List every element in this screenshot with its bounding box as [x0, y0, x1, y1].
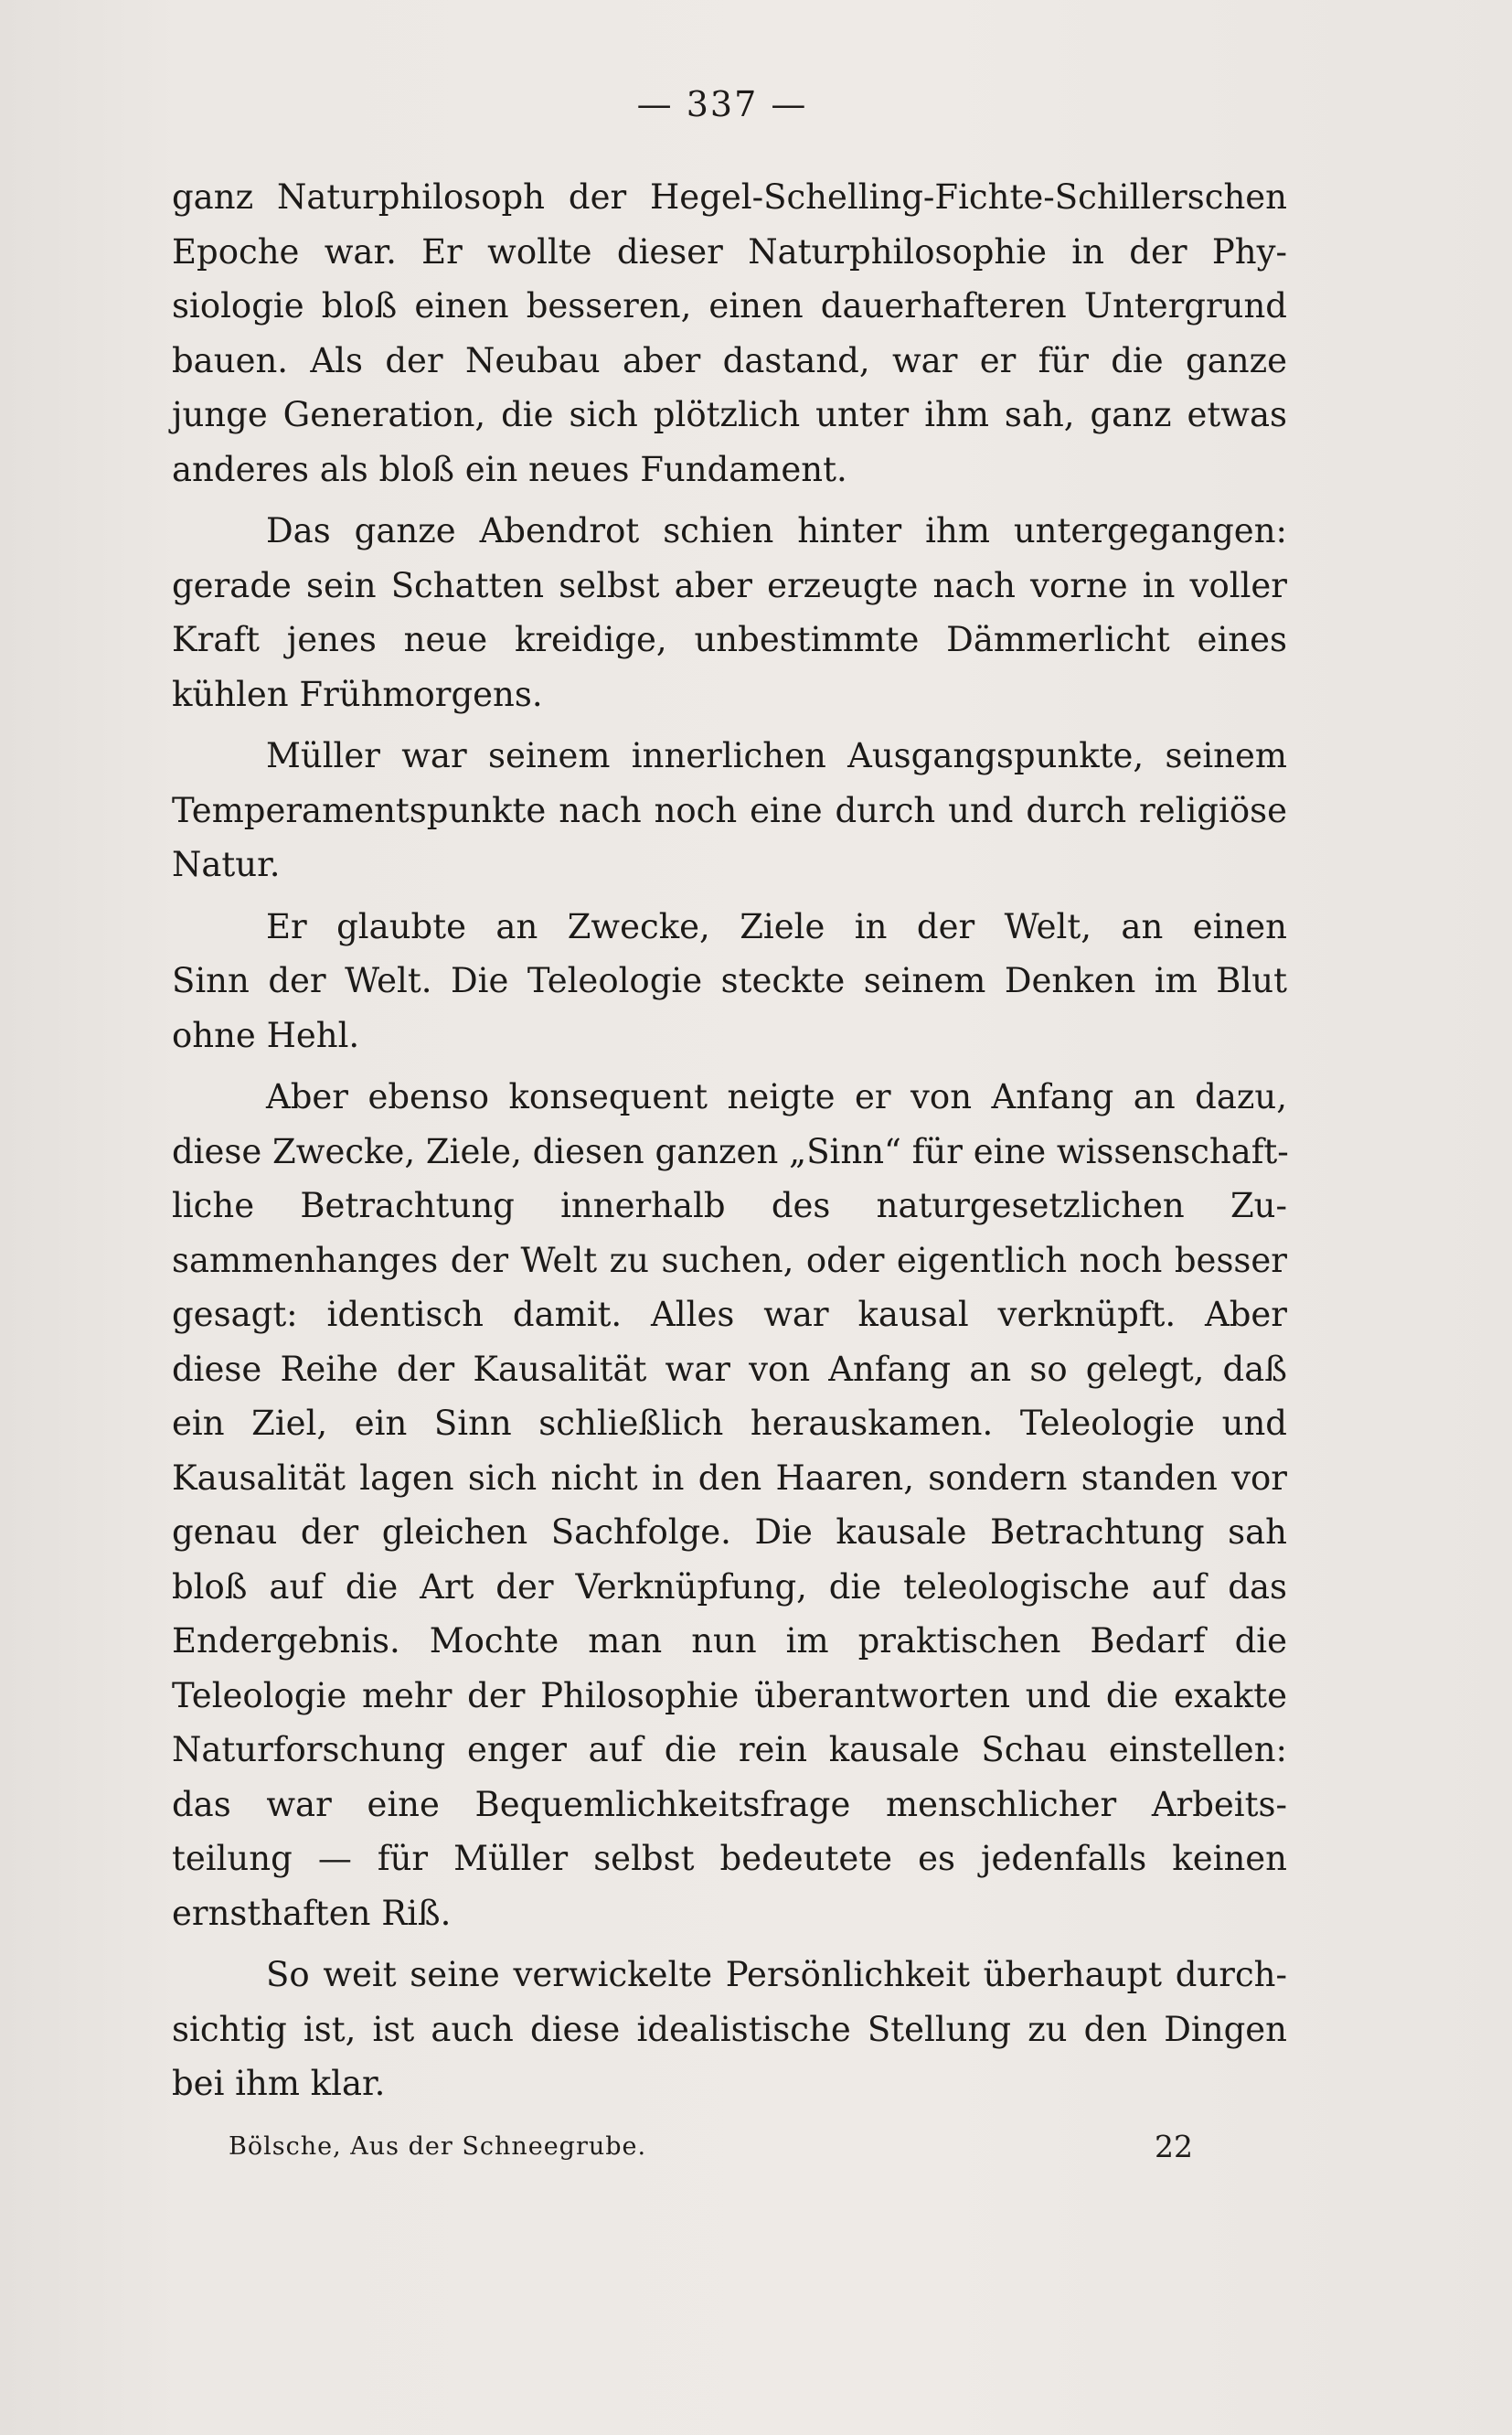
body-text — [172, 170, 1287, 2119]
text-line: ohne Hehl. — [172, 1015, 360, 1055]
text-line: siologie bloß einen besseren, einen dauerhafteren Untergrund — [172, 286, 1287, 326]
paragraph — [172, 504, 1287, 721]
sheet-number: 22 — [1155, 2129, 1193, 2164]
text-line: bloß auf die Art der Verknüpfung, die teleologische auf das — [172, 1566, 1287, 1607]
page-number: — 337 — — [636, 84, 808, 124]
text-line: Endergebnis. Mochte man nun im praktischen Bedarf die — [172, 1621, 1287, 1661]
text-line: Aber ebenso konsequent neigte er von Anfang an dazu, — [266, 1077, 1287, 1116]
text-line: sichtig ist, ist auch diese idealistische Stellung zu den Dingen — [172, 2009, 1287, 2049]
text-line: So weit seine verwickelte Persönlichkeit überhaupt durch- — [266, 1955, 1287, 1994]
text-line: junge Generation, die sich plötzlich unter ihm sah, ganz etwas — [172, 395, 1287, 434]
text-line: Müller war seinem innerlichen Ausgangspunkte, seinem — [266, 736, 1287, 775]
text-line: genau der gleichen Sachfolge. Die kausale Betrachtung sah — [172, 1512, 1287, 1552]
text-line: diese Reihe der Kausalität war von Anfang an so gelegt, daß — [172, 1349, 1287, 1389]
text-line: Kraft jenes neue kreidige, unbestimmte Dämmerlicht eines — [172, 620, 1287, 659]
text-line: Teleologie mehr der Philosophie überantworten und die exakte — [172, 1675, 1287, 1715]
text-line: Er glaubte an Zwecke, Ziele in der Welt, an einen — [266, 906, 1287, 946]
printer-signature: Bölsche, Aus der Schneegrube. — [229, 2132, 647, 2161]
text-line: teilung — für Müller selbst bedeutete es jedenfalls keinen — [172, 1839, 1287, 1878]
text-line: Naturforschung enger auf die rein kausale Schau einstellen: — [172, 1730, 1287, 1769]
text-line: Kausalität lagen sich nicht in den Haaren, sondern standen vor — [172, 1458, 1287, 1498]
text-line: gesagt: identisch damit. Alles war kausal verknüpft. Aber — [172, 1295, 1287, 1334]
text-line: Temperamentspunkte nach noch eine durch und durch religiöse — [172, 790, 1287, 830]
text-line: gerade sein Schatten selbst aber erzeugte nach vorne in voller — [172, 565, 1287, 605]
text-line: bei ihm klar. — [172, 2064, 386, 2103]
paragraph — [172, 170, 1287, 497]
text-line: bauen. Als der Neubau aber dastand, war er für die ganze — [172, 340, 1287, 380]
text-line: anderes als bloß ein neues Fundament. — [172, 449, 847, 489]
text-line: Epoche war. Er wollte dieser Naturphilosophie in der Phy- — [172, 231, 1287, 272]
paragraph — [172, 729, 1287, 892]
text-line: das war eine Bequemlichkeitsfrage menschlicher Arbeits- — [172, 1784, 1287, 1824]
text-line: kühlen Frühmorgens. — [172, 674, 543, 714]
paragraph — [172, 1070, 1287, 1940]
text-line: liche Betrachtung innerhalb des naturgesetzlichen Zu- — [172, 1186, 1287, 1225]
text-line: ganz Naturphilosoph der Hegel-Schelling-Fichte-Schillerschen — [172, 177, 1287, 217]
text-line: ernsthaften Riß. — [172, 1893, 452, 1933]
text-line: Natur. — [172, 845, 281, 884]
text-line: ein Ziel, ein Sinn schließlich herauskamen. Teleologie und — [172, 1404, 1287, 1443]
text-line: Das ganze Abendrot schien hinter ihm untergegangen: — [266, 511, 1287, 550]
paragraph — [172, 1948, 1287, 2111]
paragraph — [172, 900, 1287, 1063]
text-line: Sinn der Welt. Die Teleologie steckte seinem Denken im Blut — [172, 961, 1287, 1000]
text-line: sammenhanges der Welt zu suchen, oder eigentlich noch besser — [172, 1240, 1287, 1280]
text-line: diese Zwecke, Ziele, diesen ganzen „Sinn“ für eine wissenschaft- — [172, 1131, 1289, 1171]
